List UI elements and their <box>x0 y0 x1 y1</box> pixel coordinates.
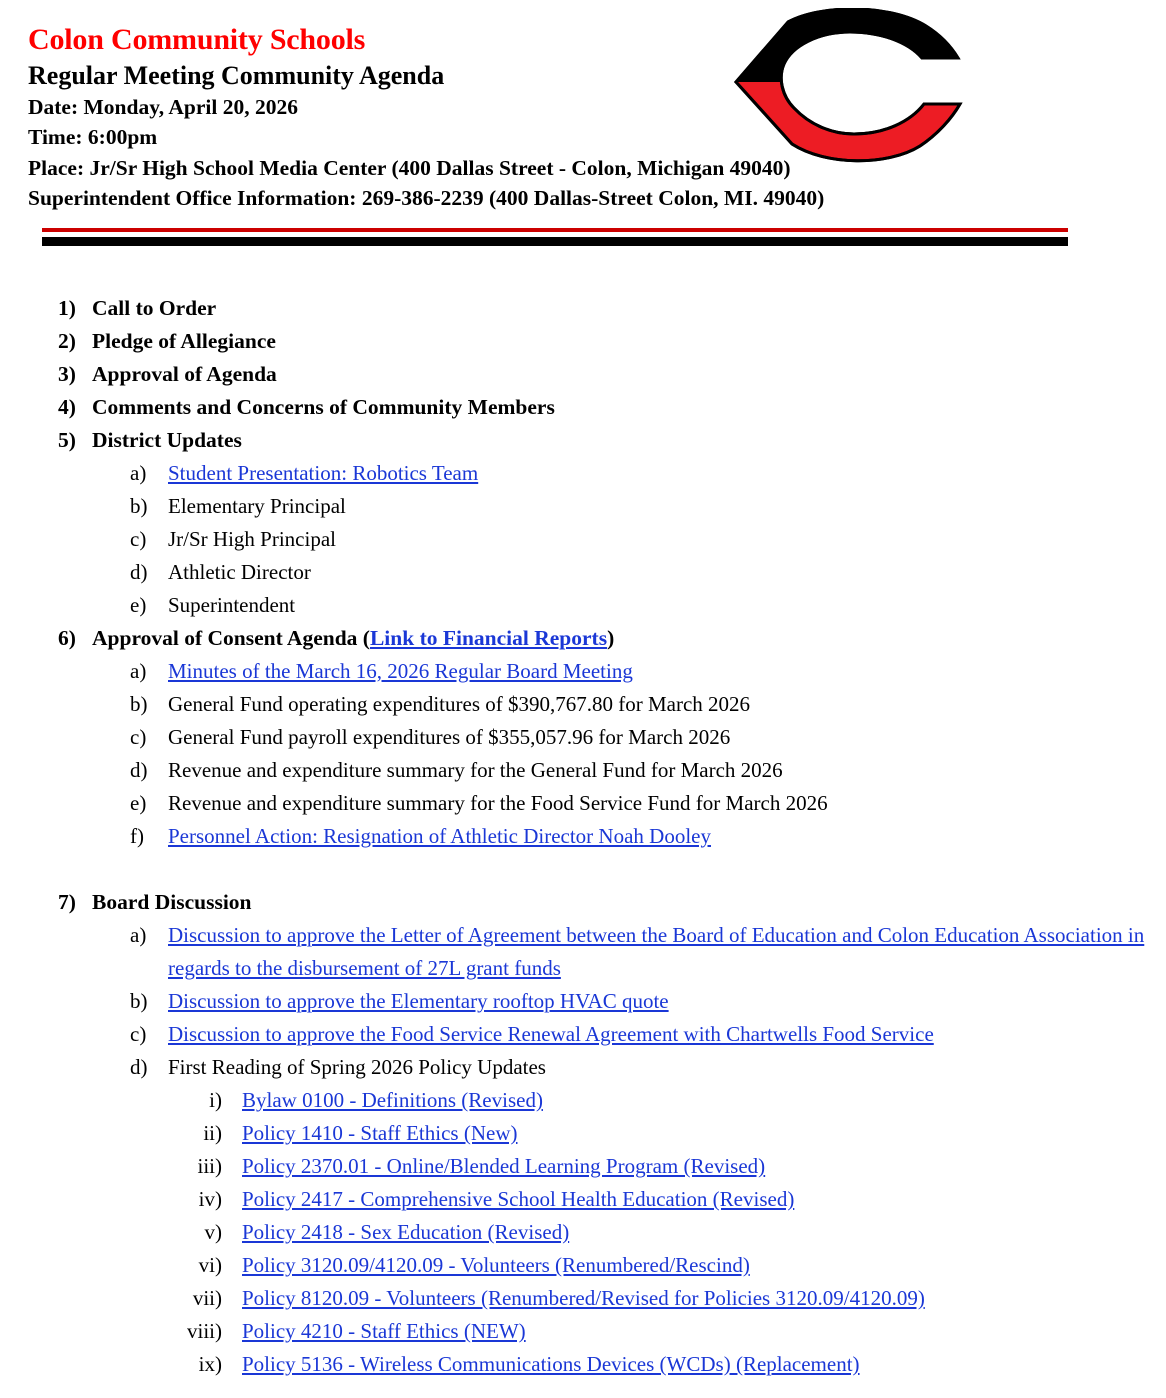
agenda-item-5c-marker: c) <box>130 527 147 551</box>
agenda-item-6d-marker: d) <box>130 758 148 782</box>
policy-item-i-marker: i) <box>209 1088 222 1112</box>
agenda-item-7b-link[interactable]: Discussion to approve the Elementary rooftop HVAC quote <box>168 989 669 1013</box>
agenda-item-4 <box>0 391 1166 424</box>
agenda-item-1 <box>0 292 1166 325</box>
agenda-item-7d-label: First Reading of Spring 2026 Policy Updates <box>168 1055 546 1079</box>
policy-item-ii-link[interactable]: Policy 1410 - Staff Ethics (New) <box>242 1121 518 1145</box>
agenda-item-6b <box>0 688 1166 721</box>
agenda-item-7d-marker: d) <box>130 1055 148 1079</box>
page-title: Regular Meeting Community Agenda <box>28 61 445 91</box>
agenda-item-5a <box>0 457 1166 490</box>
agenda-item-1-marker: 1) <box>58 296 76 320</box>
divider-black-rule <box>42 237 1068 246</box>
policy-item-ix <box>0 1348 1166 1381</box>
agenda-item-2-marker: 2) <box>58 329 76 353</box>
agenda-item-5b-label: Elementary Principal <box>168 494 346 518</box>
agenda-item-5 <box>0 424 1166 457</box>
agenda-item-7d <box>0 1051 1166 1084</box>
agenda-item-5d-marker: d) <box>130 560 148 584</box>
agenda-item-6 <box>0 622 1166 655</box>
agenda-item-6-paren-close: ) <box>607 626 615 650</box>
agenda-item-6e <box>0 787 1166 820</box>
agenda-item-5d-label: Athletic Director <box>168 560 311 584</box>
agenda-item-6a-link[interactable]: Minutes of the March 16, 2026 Regular Board Meeting <box>168 659 633 683</box>
superintendent-office-info: Superintendent Office Information: 269-386-2239 (400 Dallas-Street Colon, MI. 49040) <box>28 186 825 211</box>
agenda-item-4-marker: 4) <box>58 395 76 419</box>
agenda-item-6e-marker: e) <box>130 791 147 815</box>
agenda-item-6f-marker: f) <box>130 824 144 848</box>
policy-item-viii-link[interactable]: Policy 4210 - Staff Ethics (NEW) <box>242 1319 526 1343</box>
meeting-place: Place: Jr/Sr High School Media Center (400 Dallas Street - Colon, Michigan 49040) <box>28 155 791 180</box>
agenda-item-6c-marker: c) <box>130 725 147 749</box>
agenda-item-6c <box>0 721 1166 754</box>
agenda-item-7b-marker: b) <box>130 989 148 1013</box>
agenda-item-6f-link[interactable]: Personnel Action: Resignation of Athletic Director Noah Dooley <box>168 824 711 848</box>
agenda-item-5-marker: 5) <box>58 428 76 452</box>
colon-c-logo-icon <box>726 8 966 168</box>
agenda-item-6-paren-open: ( <box>362 626 370 650</box>
section-spacer <box>0 853 1166 886</box>
agenda-item-6b-label: General Fund operating expenditures of $390,767.80 for March 2026 <box>168 692 751 716</box>
agenda-item-5d <box>0 556 1166 589</box>
agenda-item-7c-marker: c) <box>130 1022 147 1046</box>
agenda-item-6-marker: 6) <box>58 626 76 650</box>
agenda-item-7-marker: 7) <box>58 890 76 914</box>
agenda-item-4-label: Comments and Concerns of Community Members <box>92 395 555 419</box>
agenda-item-7c-link[interactable]: Discussion to approve the Food Service Renewal Agreement with Chartwells Food Service <box>168 1022 934 1046</box>
agenda-item-2 <box>0 325 1166 358</box>
agenda-item-7 <box>0 886 1166 919</box>
agenda-item-5b-marker: b) <box>130 494 148 518</box>
agenda-item-6e-label: Revenue and expenditure summary for the Food Service Fund for March 2026 <box>168 791 828 815</box>
district-name: Colon Community Schools <box>28 23 366 56</box>
policy-item-i <box>0 1084 1166 1117</box>
agenda-item-7c <box>0 1018 1166 1051</box>
agenda-item-6b-marker: b) <box>130 692 148 716</box>
policy-item-iv-marker: iv) <box>198 1187 222 1211</box>
policy-item-iii-marker: iii) <box>197 1154 222 1178</box>
agenda-item-6a <box>0 655 1166 688</box>
agenda-item-3-label: Approval of Agenda <box>92 362 277 386</box>
agenda-item-7-label: Board Discussion <box>92 890 252 914</box>
agenda-item-6a-marker: a) <box>130 659 147 683</box>
agenda-item-6c-label: General Fund payroll expenditures of $355,057.96 for March 2026 <box>168 725 731 749</box>
agenda-item-5c-label: Jr/Sr High Principal <box>168 527 336 551</box>
policy-item-ii <box>0 1117 1166 1150</box>
agenda-item-7b <box>0 985 1166 1018</box>
agenda-item-6d <box>0 754 1166 787</box>
policy-item-v-link[interactable]: Policy 2418 - Sex Education (Revised) <box>242 1220 570 1244</box>
policy-item-viii-marker: viii) <box>187 1319 222 1343</box>
financial-reports-link[interactable]: Link to Financial Reports <box>369 626 608 650</box>
agenda-item-6f <box>0 820 1166 853</box>
agenda-item-2-label: Pledge of Allegiance <box>92 329 276 353</box>
meeting-time: Time: 6:00pm <box>28 125 158 150</box>
agenda-item-5e <box>0 589 1166 622</box>
meeting-date: Date: Monday, April 20, 2026 <box>28 94 298 119</box>
agenda-list <box>0 292 1166 1381</box>
policy-item-i-link[interactable]: Bylaw 0100 - Definitions (Revised) <box>242 1088 543 1112</box>
agenda-item-5b <box>0 490 1166 523</box>
agenda-item-1-label: Call to Order <box>92 296 217 320</box>
policy-item-viii <box>0 1315 1166 1348</box>
policy-item-vi-link[interactable]: Policy 3120.09/4120.09 - Volunteers (Renumbered/Rescind) <box>242 1253 750 1277</box>
agenda-item-7a-link[interactable]: Discussion to approve the Letter of Agreement between the Board of Education and Colon Education Association in regards to the disbursement of 27L grant funds <box>168 923 1145 980</box>
agenda-item-5e-marker: e) <box>130 593 147 617</box>
policy-item-iii <box>0 1150 1166 1183</box>
policy-item-ix-marker: ix) <box>198 1352 222 1376</box>
header-divider <box>42 228 1068 246</box>
policy-item-vi-marker: vi) <box>198 1253 222 1277</box>
agenda-item-7a <box>0 919 1166 985</box>
agenda-item-7a-marker: a) <box>130 923 147 947</box>
agenda-item-3-marker: 3) <box>58 362 76 386</box>
document-header <box>28 22 1138 214</box>
agenda-item-5e-label: Superintendent <box>168 593 296 617</box>
policy-item-vi <box>0 1249 1166 1282</box>
policy-item-ix-link[interactable]: Policy 5136 - Wireless Communications Devices (WCDs) (Replacement) <box>242 1352 860 1376</box>
policy-item-vii <box>0 1282 1166 1315</box>
policy-item-vii-marker: vii) <box>192 1286 222 1310</box>
policy-item-ii-marker: ii) <box>203 1121 222 1145</box>
policy-item-iii-link[interactable]: Policy 2370.01 - Online/Blended Learning Program (Revised) <box>242 1154 766 1178</box>
agenda-item-5a-link[interactable]: Student Presentation: Robotics Team <box>168 461 479 485</box>
agenda-item-3 <box>0 358 1166 391</box>
agenda-item-5-label: District Updates <box>92 428 242 452</box>
policy-item-iv <box>0 1183 1166 1216</box>
policy-item-v <box>0 1216 1166 1249</box>
agenda-item-6-label: Approval of Consent Agenda <box>92 626 363 650</box>
agenda-item-5a-marker: a) <box>130 461 147 485</box>
policy-item-v-marker: v) <box>204 1220 222 1244</box>
policy-item-vii-link[interactable]: Policy 8120.09 - Volunteers (Renumbered/Revised for Policies 3120.09/4120.09) <box>242 1286 925 1310</box>
policy-item-iv-link[interactable]: Policy 2417 - Comprehensive School Health Education (Revised) <box>242 1187 795 1211</box>
agenda-item-5c <box>0 523 1166 556</box>
agenda-item-6d-label: Revenue and expenditure summary for the General Fund for March 2026 <box>168 758 783 782</box>
